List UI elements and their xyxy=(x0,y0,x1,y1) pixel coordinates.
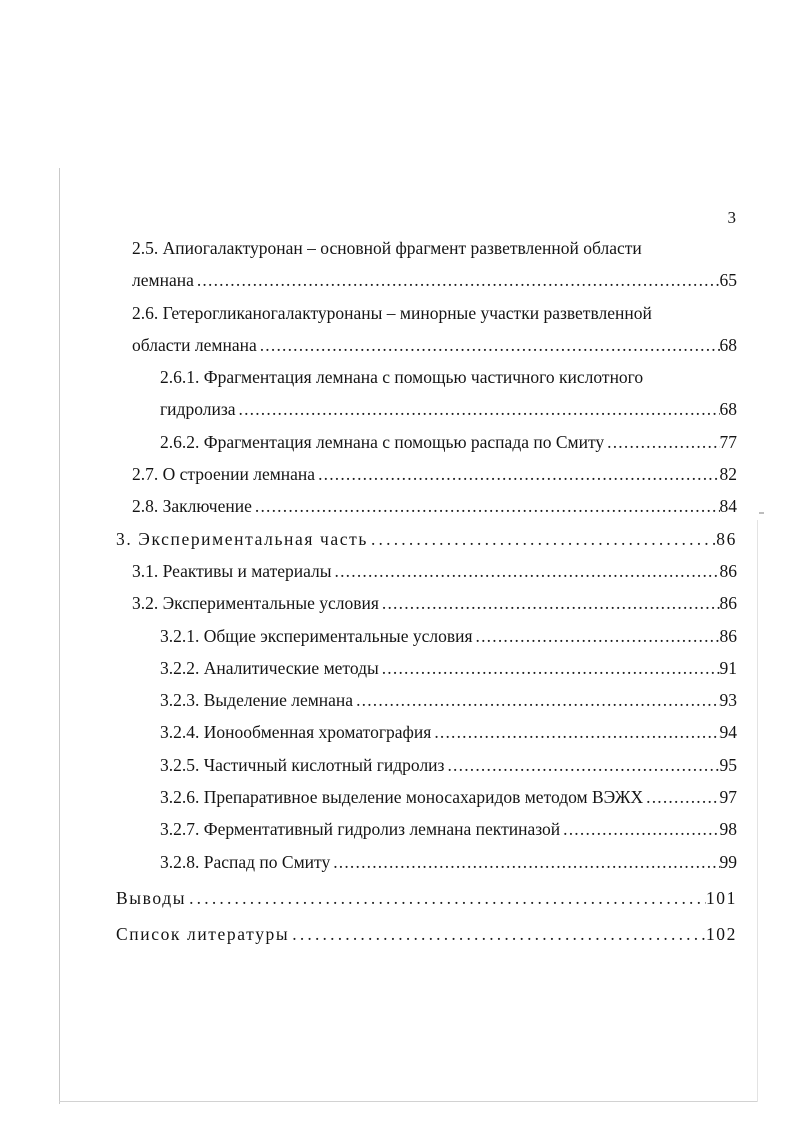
scan-edge-right xyxy=(757,520,758,1102)
dot-leader xyxy=(315,458,719,490)
toc-entry xyxy=(116,781,737,813)
dot-leader xyxy=(289,918,706,950)
toc-entry-page: 65 xyxy=(719,270,737,291)
scan-artifact xyxy=(759,512,764,514)
toc-entry xyxy=(116,264,737,296)
toc-entry-page: 93 xyxy=(719,690,737,711)
page-number: 3 xyxy=(727,208,736,227)
toc-entry-title: 3.2.1. Общие экспериментальные условия xyxy=(160,625,473,646)
toc-entry-title: 3.2.8. Распад по Смиту xyxy=(160,851,331,872)
toc-entry-page: 95 xyxy=(719,754,737,775)
dot-leader xyxy=(236,393,720,425)
toc-entry-title: гидролиза xyxy=(160,399,236,420)
dot-leader xyxy=(604,426,719,458)
toc-entry-page: 86 xyxy=(719,625,737,646)
dot-leader xyxy=(252,490,720,522)
toc-entry-title: 2.8. Заключение xyxy=(132,496,252,517)
toc-entry-page: 101 xyxy=(705,887,737,908)
toc-entry xyxy=(116,684,737,716)
toc-entry-title: 3.2. Экспериментальные условия xyxy=(132,593,379,614)
dot-leader xyxy=(330,846,719,878)
table-of-contents xyxy=(116,232,737,951)
toc-entry xyxy=(116,490,737,522)
dot-leader xyxy=(353,684,719,716)
toc-entry-page: 68 xyxy=(719,334,737,355)
toc-entry-line xyxy=(116,232,737,264)
dot-leader xyxy=(186,882,706,914)
toc-entry-page: 86 xyxy=(719,560,737,581)
dot-leader xyxy=(643,781,719,813)
dot-leader xyxy=(473,620,720,652)
toc-entry xyxy=(116,329,737,361)
toc-entry-page: 86 xyxy=(719,593,737,614)
toc-entry-page: 82 xyxy=(719,464,737,485)
toc-entry xyxy=(116,749,737,781)
toc-entry-page: 77 xyxy=(719,431,737,452)
toc-entry xyxy=(116,716,737,748)
dot-leader xyxy=(444,749,719,781)
toc-entry-title: Выводы xyxy=(116,887,187,908)
toc-entry-page: 102 xyxy=(705,924,737,945)
dot-leader xyxy=(257,329,720,361)
toc-entry xyxy=(116,426,737,458)
toc-entry-page: 86 xyxy=(716,528,737,549)
toc-entry xyxy=(116,846,737,878)
toc-entry-title: 3.2.5. Частичный кислотный гидролиз xyxy=(160,754,445,775)
toc-entry xyxy=(116,813,737,845)
toc-entry-page: 99 xyxy=(719,851,737,872)
toc-entry-title: 3.2.7. Ферментативный гидролиз лемнана пектиназой xyxy=(160,819,561,840)
toc-entry xyxy=(116,882,737,914)
toc-entry-page: 94 xyxy=(719,722,737,743)
toc-entry xyxy=(116,620,737,652)
toc-entry xyxy=(116,652,737,684)
dot-leader xyxy=(332,555,720,587)
toc-entry-page: 91 xyxy=(719,657,737,678)
toc-entry xyxy=(116,918,737,950)
toc-entry-title: 2.6.2. Фрагментация лемнана с помощью распада по Смиту xyxy=(160,431,605,452)
toc-entry-title: 3.2.6. Препаративное выделение моносахаридов методом ВЭЖХ xyxy=(160,787,644,808)
toc-entry-title: 3. Экспериментальная часть xyxy=(116,528,368,549)
dot-leader xyxy=(194,264,720,296)
dot-leader xyxy=(379,652,720,684)
toc-entry-line xyxy=(116,297,737,329)
toc-entry-title: 2.5. Апиогалактуронан – основной фрагмент разветвленной области xyxy=(132,238,642,258)
toc-entry-title: 2.6. Гетерогликаногалактуронаны – минорные участки разветвленной xyxy=(132,302,652,323)
toc-entry xyxy=(116,523,737,555)
toc-entry-title: Список литературы xyxy=(116,924,290,945)
toc-entry-title: 3.2.2. Аналитические методы xyxy=(160,657,379,678)
toc-entry xyxy=(116,393,737,425)
toc-entry-title: области лемнана xyxy=(132,334,257,355)
dot-leader xyxy=(368,523,716,555)
dot-leader xyxy=(560,813,719,845)
toc-entry-title: 3.2.4. Ионообменная хроматография xyxy=(160,722,432,743)
toc-entry-title: лемнана xyxy=(132,270,194,291)
toc-entry-page: 68 xyxy=(719,399,737,420)
dot-leader xyxy=(431,716,719,748)
dot-leader xyxy=(379,587,720,619)
toc-entry-line xyxy=(116,361,737,393)
toc-entry-title: 3.1. Реактивы и материалы xyxy=(132,560,332,581)
toc-entry-page: 84 xyxy=(719,496,737,517)
toc-entry xyxy=(116,587,737,619)
scan-edge-bottom xyxy=(59,1101,758,1102)
toc-entry-title: 3.2.3. Выделение лемнана xyxy=(160,690,354,711)
scan-edge-left xyxy=(59,168,60,1104)
toc-entry xyxy=(116,555,737,587)
toc-entry-page: 98 xyxy=(719,819,737,840)
toc-entry-title: 2.6.1. Фрагментация лемнана с помощью частичного кислотного xyxy=(160,367,644,388)
toc-entry xyxy=(116,458,737,490)
toc-entry-page: 97 xyxy=(719,787,737,808)
toc-entry-title: 2.7. О строении лемнана xyxy=(132,464,316,485)
